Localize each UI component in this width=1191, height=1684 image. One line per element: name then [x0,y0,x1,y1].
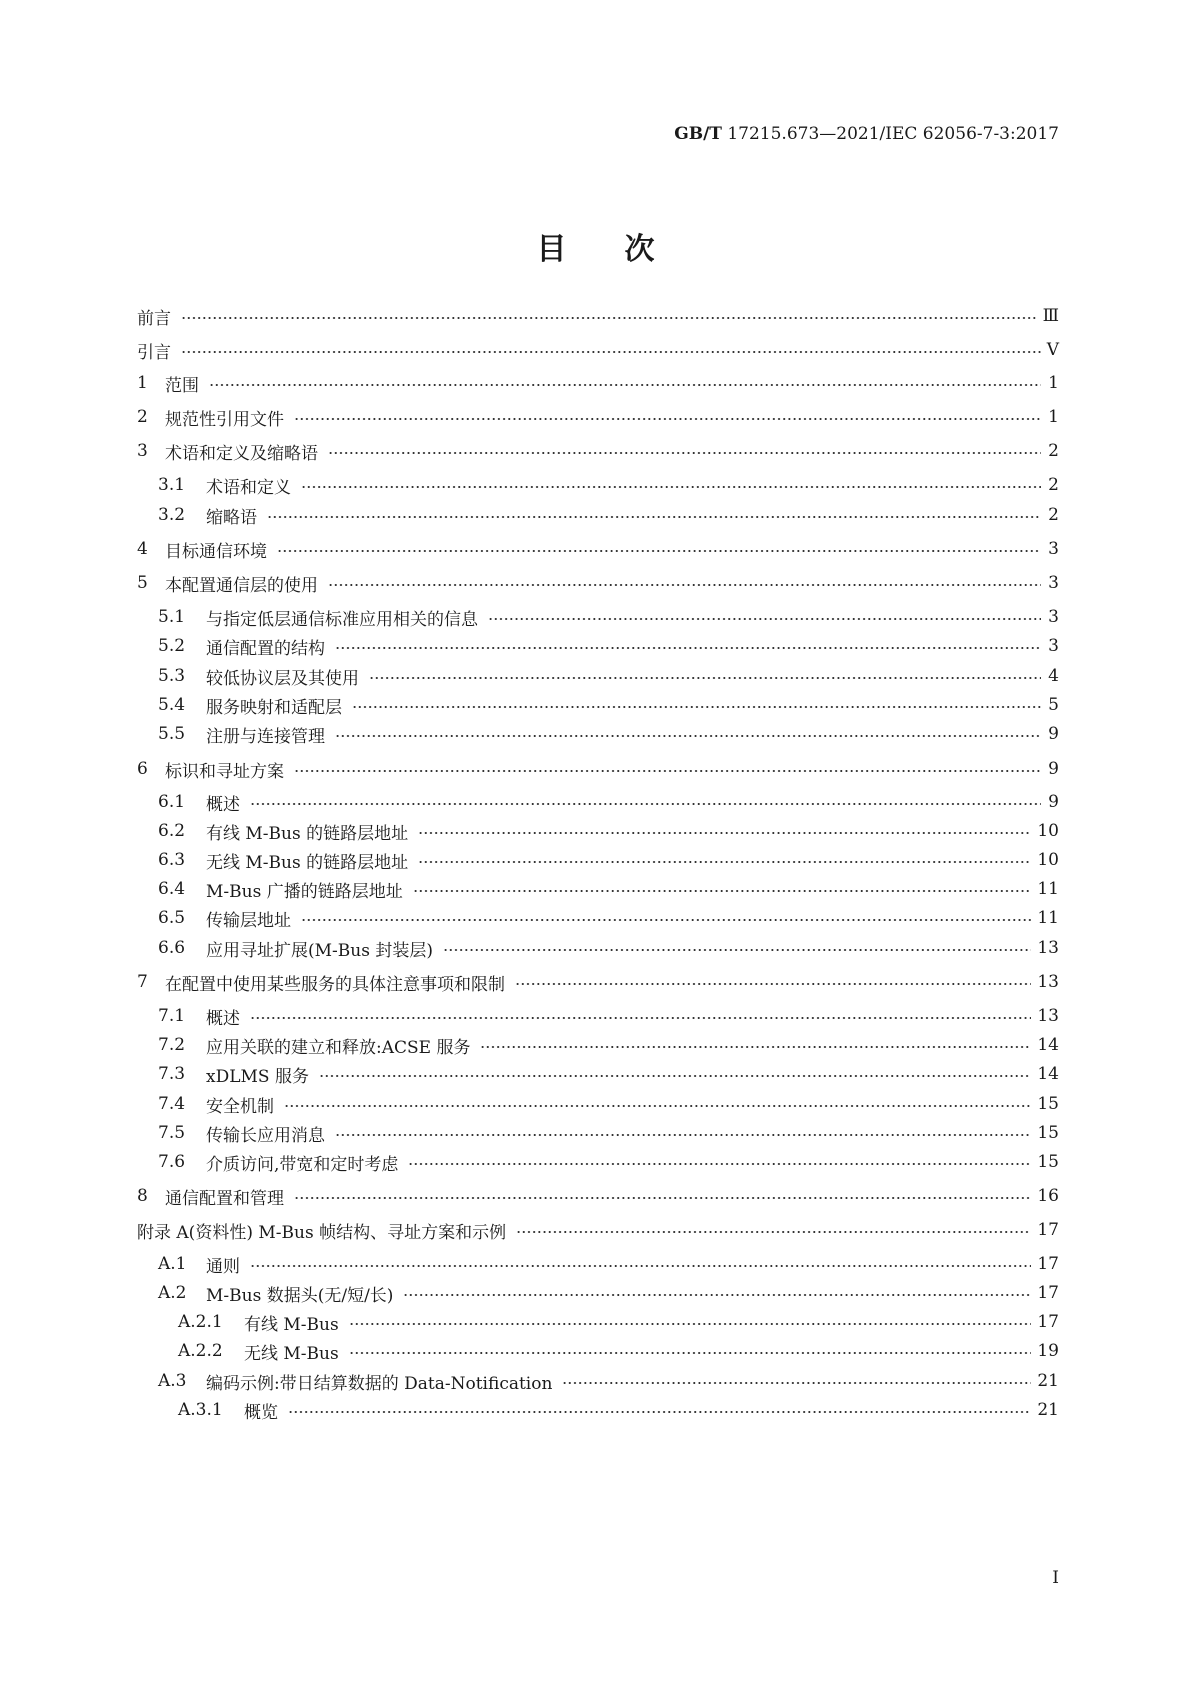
toc-entry[interactable] [0,1397,1191,1423]
toc-entry-label: 目标通信环境 [165,541,267,562]
toc-dot-leader [413,890,1032,892]
toc-entry-label: xDLMS 服务 [206,1066,309,1087]
toc-dot-leader [301,919,1031,921]
toc-entry-page: 11 [1037,879,1059,899]
toc-entry-page: 2 [1048,475,1059,495]
toc-entry-label: 范围 [165,375,199,396]
toc-entry-number: 4 [137,539,148,559]
toc-entry-number: A.2 [158,1283,187,1303]
toc-entry[interactable] [0,1338,1191,1364]
toc-dot-leader [328,584,1041,586]
toc-entry[interactable] [0,570,1191,596]
toc-entry-page: 3 [1048,607,1059,627]
toc-entry[interactable] [0,1183,1191,1209]
toc-dot-leader [515,983,1031,985]
toc-entry[interactable] [0,1251,1191,1277]
toc-entry-number: 7.2 [158,1035,186,1055]
toc-entry-page: 15 [1037,1094,1059,1114]
toc-entry[interactable] [0,721,1191,747]
toc-entry-number: 6.6 [158,938,186,958]
toc-entry[interactable] [0,1280,1191,1306]
toc-dot-leader [418,832,1031,834]
toc-entry-number: 7.4 [158,1094,186,1114]
toc-entry-label: 无线 M-Bus [244,1343,339,1364]
toc-entry[interactable] [0,1120,1191,1146]
toc-dot-leader [408,1163,1031,1165]
toc-entry-number: 7.3 [158,1064,186,1084]
toc-entry[interactable] [0,1217,1191,1243]
toc-dot-leader [294,770,1041,772]
toc-entry[interactable] [0,1061,1191,1087]
toc-dot-leader [328,452,1041,454]
toc-dot-leader [352,706,1041,708]
toc-dot-leader [369,677,1041,679]
toc-entry-label: 注册与连接管理 [206,726,325,747]
toc-entry-number: 7.5 [158,1123,186,1143]
toc-entry-page: 15 [1037,1123,1059,1143]
toc-dot-leader [267,516,1041,518]
toc-entry-label: 附录 A(资料性) M-Bus 帧结构、寻址方案和示例 [137,1222,507,1243]
toc-dot-leader [277,550,1041,552]
toc-entry-page: 16 [1037,1186,1059,1206]
toc-entry-number: A.3 [158,1371,187,1391]
toc-dot-leader [443,949,1031,951]
toc-entry-label: 术语和定义及缩略语 [165,443,318,464]
toc-entry[interactable] [0,337,1191,363]
toc-entry-number: 5 [137,573,148,593]
toc-entry[interactable] [0,905,1191,931]
toc-entry-page: 15 [1037,1152,1059,1172]
toc-entry-label: 与指定低层通信标准应用相关的信息 [206,609,478,630]
toc-entry-page: 13 [1037,1006,1059,1026]
toc-entry-label: 应用寻址扩展(M-Bus 封装层) [206,940,433,961]
toc-dot-leader [294,1197,1031,1199]
toc-entry-label: 较低协议层及其使用 [206,668,359,689]
toc-dot-leader [250,803,1041,805]
standard-prefix: GB/T [674,124,722,144]
toc-entry[interactable] [0,969,1191,995]
toc-dot-leader [294,418,1041,420]
toc-dot-leader [480,1046,1031,1048]
toc-dot-leader [319,1075,1031,1077]
toc-entry-label: 本配置通信层的使用 [165,575,318,596]
toc-dot-leader [288,1411,1031,1413]
toc-entry-page: 9 [1048,724,1059,744]
toc-entry-page: 11 [1037,908,1059,928]
toc-entry-number: 6.3 [158,850,186,870]
toc-dot-leader [335,1134,1031,1136]
toc-entry[interactable] [0,303,1191,329]
toc-entry[interactable] [0,1149,1191,1175]
toc-entry-page: 3 [1048,539,1059,559]
toc-entry[interactable] [0,876,1191,902]
toc-entry-page: 14 [1037,1064,1059,1084]
toc-dot-leader [418,861,1031,863]
toc-entry-label: 服务映射和适配层 [206,697,342,718]
toc-dot-leader [250,1265,1031,1267]
toc-entry-label: 编码示例:带日结算数据的 Data-Notification [206,1373,553,1394]
toc-dot-leader [284,1105,1031,1107]
toc-entry[interactable] [0,847,1191,873]
toc-entry-number: 1 [137,373,148,393]
toc-entry-number: 7 [137,972,148,992]
toc-entry-number: 3 [137,441,148,461]
toc-dot-leader [209,384,1041,386]
toc-entry-page: 10 [1037,850,1059,870]
toc-entry-page: Ⅴ [1046,340,1059,360]
toc-entry-page: 17 [1037,1312,1059,1332]
toc-entry-page: 5 [1048,695,1059,715]
toc-entry[interactable] [0,404,1191,430]
toc-entry-page: 19 [1037,1341,1059,1361]
toc-entry[interactable] [0,663,1191,689]
toc-entry-label: 安全机制 [206,1096,274,1117]
toc-entry-label: 通信配置的结构 [206,638,325,659]
toc-entry-number: 6.1 [158,792,186,812]
toc-entry[interactable] [0,633,1191,659]
toc-entry-label: 介质访问,带宽和定时考虑 [206,1154,399,1175]
toc-entry-label: 标识和寻址方案 [165,761,284,782]
toc-entry-label: 缩略语 [206,507,257,528]
toc-dot-leader [250,1017,1031,1019]
toc-entry-page: 9 [1048,759,1059,779]
toc-entry-number: 3.1 [158,475,186,495]
toc-entry-label: 通则 [206,1256,240,1277]
toc-entry-number: A.3.1 [178,1400,223,1420]
toc-entry-number: 8 [137,1186,148,1206]
toc-entry-number: 2 [137,407,148,427]
toc-entry-label: 传输长应用消息 [206,1125,325,1146]
toc-entry-number: 6.2 [158,821,186,841]
toc-entry-page: Ⅲ [1042,306,1059,326]
page-number: I [1052,1568,1059,1588]
toc-entry[interactable] [0,472,1191,498]
toc-dot-leader [335,647,1041,649]
toc-entry-label: 通信配置和管理 [165,1188,284,1209]
toc-dot-leader [349,1323,1032,1325]
toc-entry[interactable] [0,935,1191,961]
toc-entry-number: 5.3 [158,666,186,686]
toc-entry-page: 9 [1048,792,1059,812]
toc-entry-number: A.2.2 [178,1341,223,1361]
toc-dot-leader [181,317,1037,319]
toc-entry-label: M-Bus 广播的链路层地址 [206,881,403,902]
toc-entry-page: 4 [1048,666,1059,686]
toc-entry-number: 7.6 [158,1152,186,1172]
toc-entry-number: 5.1 [158,607,186,627]
toc-entry-page: 2 [1048,505,1059,525]
toc-entry[interactable] [0,1032,1191,1058]
toc-entry-page: 17 [1037,1283,1059,1303]
toc-entry[interactable] [0,438,1191,464]
toc-entry-label: 概述 [206,1008,240,1029]
toc-entry[interactable] [0,502,1191,528]
toc-entry-label: 在配置中使用某些服务的具体注意事项和限制 [165,974,505,995]
toc-entry-label: 术语和定义 [206,477,291,498]
toc-entry-label: 传输层地址 [206,910,291,931]
toc-entry-label: 无线 M-Bus 的链路层地址 [206,852,409,873]
toc-dot-leader [516,1231,1031,1233]
toc-entry[interactable] [0,370,1191,396]
toc-entry-label: 规范性引用文件 [165,409,284,430]
toc-entry-label: 有线 M-Bus 的链路层地址 [206,823,409,844]
toc-entry-page: 17 [1037,1220,1059,1240]
toc-entry-number: 6 [137,759,148,779]
toc-entry[interactable] [0,818,1191,844]
toc-entry-number: A.2.1 [178,1312,223,1332]
toc-entry-number: 6.4 [158,879,186,899]
toc-entry-label: 引言 [137,342,171,363]
toc-entry-page: 21 [1037,1371,1059,1391]
toc-entry-page: 10 [1037,821,1059,841]
toc-entry[interactable] [0,1003,1191,1029]
toc-dot-leader [335,735,1041,737]
toc-entry-page: 3 [1048,573,1059,593]
toc-entry[interactable] [0,789,1191,815]
toc-entry-number: 7.1 [158,1006,186,1026]
toc-entry-page: 17 [1037,1254,1059,1274]
toc-entry-page: 1 [1048,373,1059,393]
standard-number: 17215.673—2021/IEC 62056-7-3:2017 [721,124,1059,144]
toc-entry-label: 概述 [206,794,240,815]
toc-entry-label: 应用关联的建立和释放:ACSE 服务 [206,1037,471,1058]
toc-entry[interactable] [0,756,1191,782]
toc-entry-page: 3 [1048,636,1059,656]
toc-entry-label: 前言 [137,308,171,329]
toc-dot-leader [488,618,1041,620]
toc-entry[interactable] [0,692,1191,718]
toc-entry-label: 概览 [244,1402,278,1423]
toc-entry-number: A.1 [158,1254,187,1274]
toc-entry-number: 5.5 [158,724,186,744]
toc-entry-page: 1 [1048,407,1059,427]
toc-entry-page: 21 [1037,1400,1059,1420]
toc-entry-number: 5.4 [158,695,186,715]
page-title: 目次 [536,232,713,267]
toc-entry-page: 13 [1037,938,1059,958]
toc-entry-label: 有线 M-Bus [244,1314,339,1335]
toc-dot-leader [403,1294,1031,1296]
toc-dot-leader [562,1382,1031,1384]
toc-entry-number: 5.2 [158,636,186,656]
toc-dot-leader [301,486,1041,488]
toc-entry-number: 3.2 [158,505,186,525]
toc-entry[interactable] [0,1091,1191,1117]
toc-entry-number: 6.5 [158,908,186,928]
toc-entry-page: 14 [1037,1035,1059,1055]
toc-entry[interactable] [0,604,1191,630]
toc-entry[interactable] [0,1368,1191,1394]
toc-dot-leader [181,351,1041,353]
toc-entry-label: M-Bus 数据头(无/短/长) [206,1285,394,1306]
toc-entry-page: 13 [1037,972,1059,992]
toc-entry-page: 2 [1048,441,1059,461]
toc-dot-leader [349,1352,1032,1354]
toc-entry[interactable] [0,1309,1191,1335]
toc-entry[interactable] [0,536,1191,562]
